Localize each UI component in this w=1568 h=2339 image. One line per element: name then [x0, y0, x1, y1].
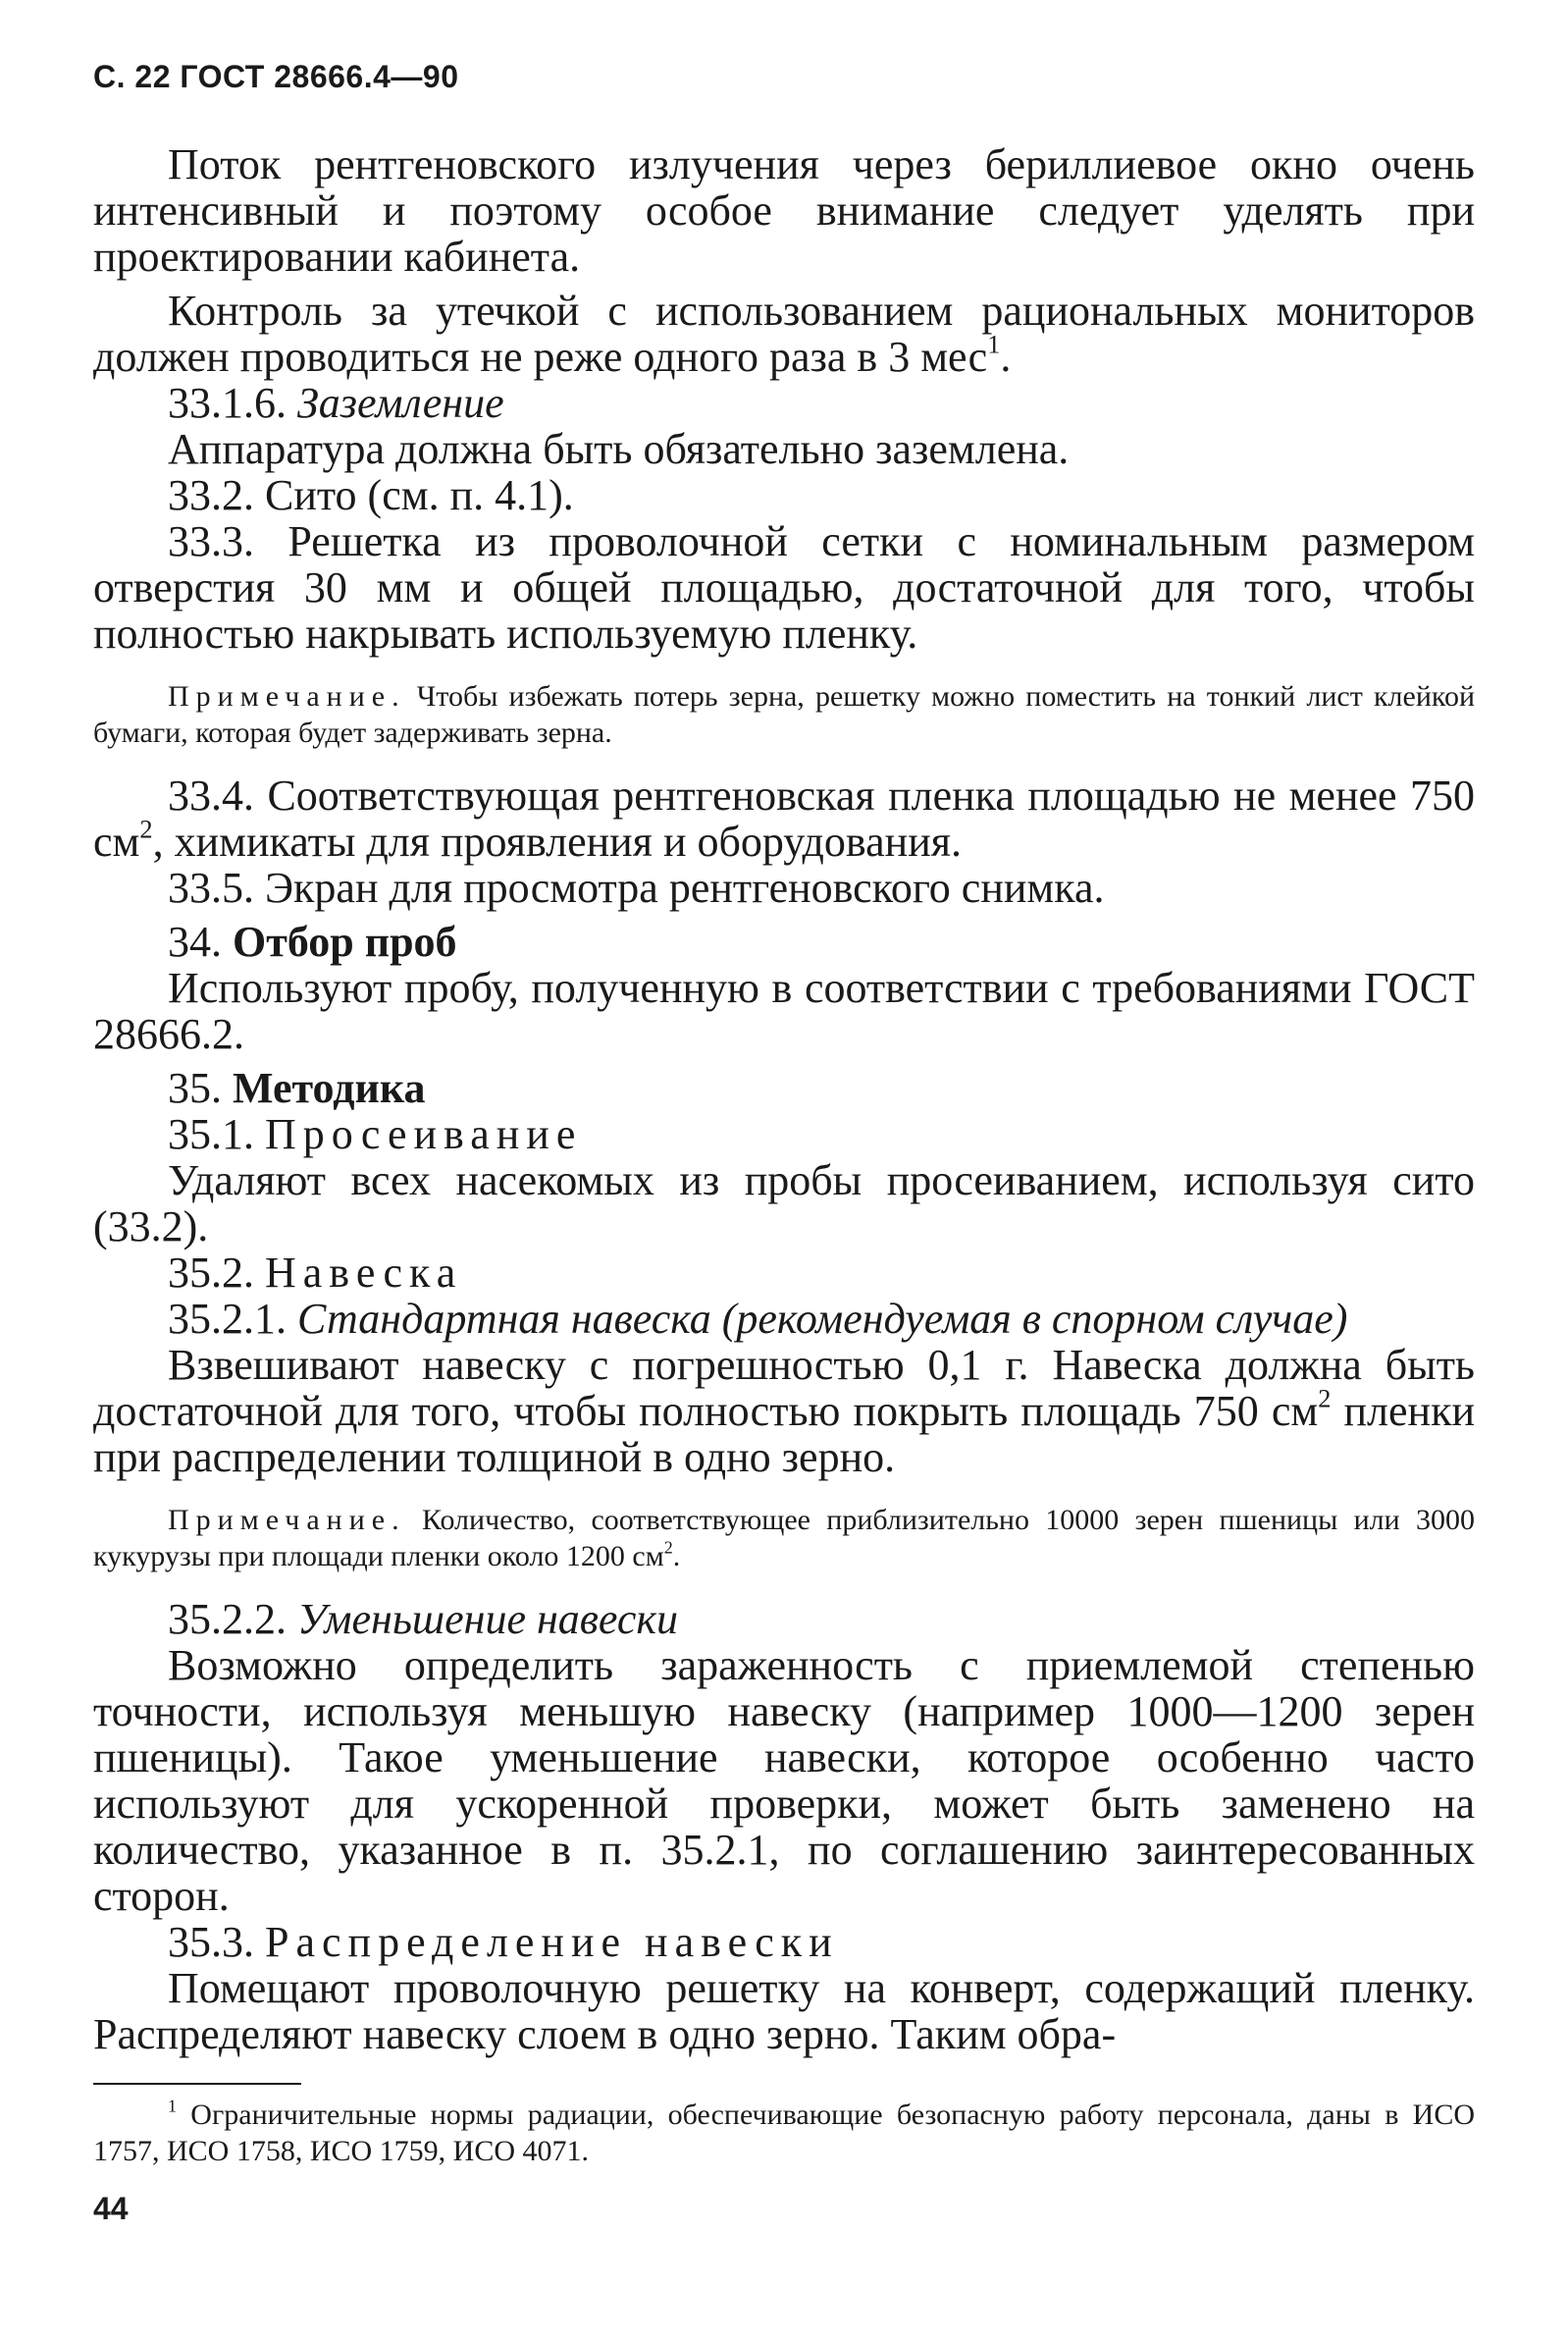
running-header: С. 22 ГОСТ 28666.4—90: [93, 59, 459, 94]
note-1: [93, 678, 1475, 751]
clause-33-2: 33.2. Сито (см. п. 4.1).: [168, 471, 574, 519]
clause-35-1: [93, 1111, 1475, 1157]
clause-title: Отбор проб: [233, 918, 457, 966]
note-text-end: .: [672, 1540, 681, 1572]
clause-number: 35.1.: [168, 1110, 254, 1158]
footnote-text-block: [93, 2097, 1475, 2169]
document-body: [93, 141, 1475, 2057]
note-label: Примечание.: [168, 680, 406, 713]
clause-33-4: [93, 772, 1475, 865]
note-text: Количество, соответствующее приблизительно 10000 зерен пшеницы или 3000 кукурузы при площади пленки около 1200 см: [93, 1504, 1475, 1572]
paragraph-control: Контроль за утечкой с использованием рациональных мониторов должен проводиться не реже одного раза в 3 мес$^1$.: [93, 287, 1475, 381]
paragraph-flux: Поток рентгеновского излучения через бериллиевое окно очень интенсивный и поэтому особое внимание следует уделять при проектировании кабинета.: [93, 140, 1475, 281]
clause-number: 35.: [168, 1064, 222, 1112]
footnote-ref: 1: [987, 329, 1001, 359]
clause-title: Заземление: [297, 379, 504, 427]
clause-title: Методика: [233, 1064, 426, 1112]
clause-35-2: [93, 1249, 1475, 1296]
clause-number: 35.2.2.: [168, 1595, 287, 1643]
superscript: 2: [663, 1537, 673, 1558]
page-number: 44: [93, 2191, 129, 2226]
footnote-marker: 1: [168, 2096, 177, 2116]
clause-35-3: [93, 1919, 1475, 1965]
paragraph-distribute: Помещают проволочную решетку на конверт, содержащий пленку. Распределяют навеску слоем в одно зерно. Таким обра-: [93, 1964, 1475, 2058]
clause-title: Просеивание: [265, 1110, 583, 1158]
clause-35-2-2: [93, 1596, 1475, 1642]
clause-35-2-1: [93, 1296, 1475, 1342]
clause-35: [93, 1065, 1475, 1111]
clause-title: Навеска: [265, 1249, 463, 1297]
clause-34: [93, 919, 1475, 965]
clause-title: Уменьшение навески: [297, 1595, 678, 1643]
clause-number: 35.2.1.: [168, 1295, 287, 1343]
weigh-text: Взвешивают навеску с погрешностью 0,1 г. Навеска должна быть достаточной для того, чтобы полностью покрыть площадь 750 см: [93, 1341, 1475, 1435]
superscript: 2: [1318, 1383, 1332, 1413]
control-text: Контроль за утечкой с использованием рациональных мониторов должен проводиться не реже одного раза в 3 мес: [93, 287, 1475, 381]
clause-number: 35.3.: [168, 1918, 254, 1966]
clause-33-5: 33.5. Экран для просмотра рентгеновского снимка.: [168, 864, 1105, 912]
footnote: [93, 2097, 1475, 2169]
note-2: [93, 1502, 1475, 1574]
clause-number: 35.2.: [168, 1249, 254, 1297]
note-label: Примечание.: [168, 1504, 406, 1536]
clause-title: Распределение навески: [265, 1918, 839, 1966]
clause-33-3: 33.3. Решетка из проволочной сетки с номинальным размером отверстия 30 мм и общей площадью, достаточной для того, чтобы полностью накрывать используемую пленку.: [93, 517, 1475, 658]
clause-number: 33.1.6.: [168, 379, 287, 427]
clause-text-cont: , химикаты для проявления и оборудования.: [152, 818, 962, 866]
clause-text: 33.4. Соответствующая рентгеновская пленка площадью не менее 750 см: [93, 771, 1475, 866]
clause-title: Стандартная навеска (рекомендуемая в спорном случае): [297, 1295, 1348, 1343]
clause-number: 34.: [168, 918, 222, 966]
weigh-text-cont: пленки при распределении толщиной в одно зерно.: [93, 1387, 1475, 1481]
paragraph-sampling: Используют пробу, полученную в соответствии с требованиями ГОСТ 28666.2.: [93, 964, 1475, 1058]
superscript: 2: [139, 814, 153, 844]
paragraph-grounding: Аппаратура должна быть обязательно заземлена.: [168, 425, 1070, 473]
footnote-text: Ограничительные нормы радиации, обеспечивающие безопасную работу персонала, даны в ИСО 1757, ИСО 1758, ИСО 1759, ИСО 4071.: [93, 2099, 1476, 2167]
paragraph-sieving: Удаляют всех насекомых из пробы просеиванием, используя сито (33.2).: [93, 1156, 1475, 1250]
clause-33-1-6: [93, 380, 1475, 426]
note-text: Чтобы избежать потерь зерна, решетку можно поместить на тонкий лист клейкой бумаги, которая будет задерживать зерна.: [93, 680, 1475, 749]
paragraph-weigh: [93, 1342, 1475, 1480]
paragraph-reduce: Возможно определить зараженность с приемлемой степенью точности, используя меньшую навеску (например 1000—1200 зерен пшеницы). Такое уменьшение навески, которое особенно часто используют для ускоренной проверки, может быть заменено на количество, указанное в п. 35.2.1, по соглашению заинтересованных сторон.: [93, 1641, 1475, 1920]
footnote-rule: [93, 2083, 301, 2085]
